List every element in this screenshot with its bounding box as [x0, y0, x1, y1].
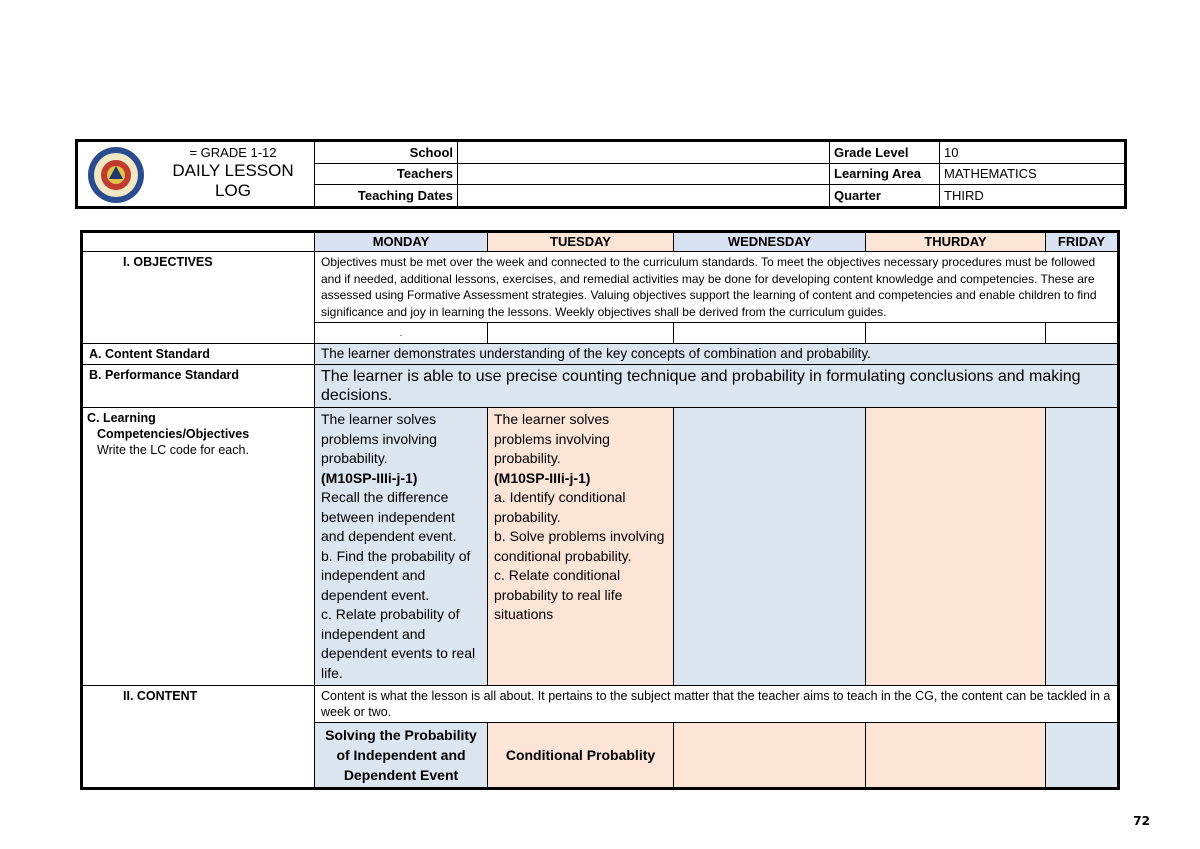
competencies-friday: [1046, 408, 1119, 686]
monday-lc-code: (M10SP-IIIi-j-1): [321, 469, 418, 486]
competencies-tuesday: [488, 408, 674, 686]
teachers-field[interactable]: [458, 163, 830, 185]
competencies-label: [82, 408, 315, 686]
objectives-text: Objectives must be met over the week and connected to the curriculum standards. To meet the objectives necessary procedures must be followed and if needed, additional lessons, exercises, and remedial activities may be done for developing content knowledge and competencies. These are assessed using Formative Assessment strategies. Valuing objectives support the learning of content and competencies and enable children to find significance and joy in learning the lessons. Weekly objectives shall be derived from the curriculum guides.: [315, 252, 1119, 323]
content-text: Content is what the lesson is all about. It pertains to the subject matter that the teacher aims to teach in the CG, the content can be tackled in a week or two.: [315, 686, 1119, 723]
competencies-label-line2: Competencies/Objectives: [97, 427, 250, 441]
day-header-tuesday: TUESDAY: [488, 232, 674, 252]
content-standard-text: The learner demonstrates understanding of the key concepts of combination and probability.: [315, 344, 1119, 365]
monday-objectives: Recall the difference between independent and dependent event. b. Find the probability of independent and dependent event. c. Relate probability of independent and dependent events to real life.: [321, 489, 476, 681]
lesson-table: [80, 230, 1120, 790]
competencies-thursday: [866, 408, 1046, 686]
teaching-dates-label: Teaching Dates: [315, 185, 458, 208]
content-label: II. CONTENT: [82, 686, 315, 789]
tuesday-lc-code: (M10SP-IIIi-j-1): [494, 469, 591, 486]
page-number: 72: [1133, 814, 1150, 828]
content-friday: [1046, 723, 1119, 789]
grade-level-label: Grade Level: [830, 141, 940, 164]
day-header-thursday: THURDAY: [866, 232, 1046, 252]
competencies-wednesday: [674, 408, 866, 686]
grade-label: = GRADE 1-12: [189, 145, 277, 160]
day-header-monday: MONDAY: [315, 232, 488, 252]
log-title: LOG: [215, 181, 251, 200]
corner-cell: [82, 232, 315, 252]
objectives-monday-cell: .: [315, 323, 488, 344]
grade-level-field[interactable]: 10: [940, 141, 1126, 164]
objectives-label: I. OBJECTIVES: [82, 252, 315, 344]
tuesday-objectives: a. Identify conditional probability. b. Solve problems involving conditional probability. c. Relate conditional probability to real life situations: [494, 489, 665, 622]
learning-area-label: Learning Area: [830, 163, 940, 185]
header-table: [75, 139, 1127, 209]
school-label: School: [315, 141, 458, 164]
quarter-field[interactable]: THIRD: [940, 185, 1126, 208]
objectives-tuesday-cell: [488, 323, 674, 344]
teaching-dates-field[interactable]: [458, 185, 830, 208]
monday-intro: The learner solves problems involving probability.: [321, 411, 437, 466]
daily-lesson-title: DAILY LESSON: [172, 161, 294, 180]
competencies-label-line3: Write the LC code for each.: [97, 443, 249, 457]
content-thursday: [866, 723, 1046, 789]
performance-standard-label: B. Performance Standard: [82, 365, 315, 408]
content-tuesday-title: Conditional Probablity: [488, 723, 674, 789]
tuesday-intro: The learner solves problems involving probability.: [494, 411, 610, 466]
content-standard-label: A. Content Standard: [82, 344, 315, 365]
objectives-wednesday-cell: [674, 323, 866, 344]
day-header-friday: FRIDAY: [1046, 232, 1119, 252]
objectives-thursday-cell: [866, 323, 1046, 344]
quarter-label: Quarter: [830, 185, 940, 208]
learning-area-field[interactable]: MATHEMATICS: [940, 163, 1126, 185]
competencies-monday: [315, 408, 488, 686]
school-field[interactable]: [458, 141, 830, 164]
content-wednesday: [674, 723, 866, 789]
competencies-label-line1: C. Learning: [87, 411, 156, 425]
performance-standard-text: The learner is able to use precise counting technique and probability in formulating conclusions and making decisions.: [315, 365, 1119, 408]
day-header-wednesday: WEDNESDAY: [674, 232, 866, 252]
deped-seal-icon: [87, 146, 145, 204]
objectives-friday-cell: [1046, 323, 1119, 344]
title-cell: [77, 141, 315, 208]
content-monday-title: Solving the Probability of Independent and Dependent Event: [315, 723, 488, 789]
teachers-label: Teachers: [315, 163, 458, 185]
